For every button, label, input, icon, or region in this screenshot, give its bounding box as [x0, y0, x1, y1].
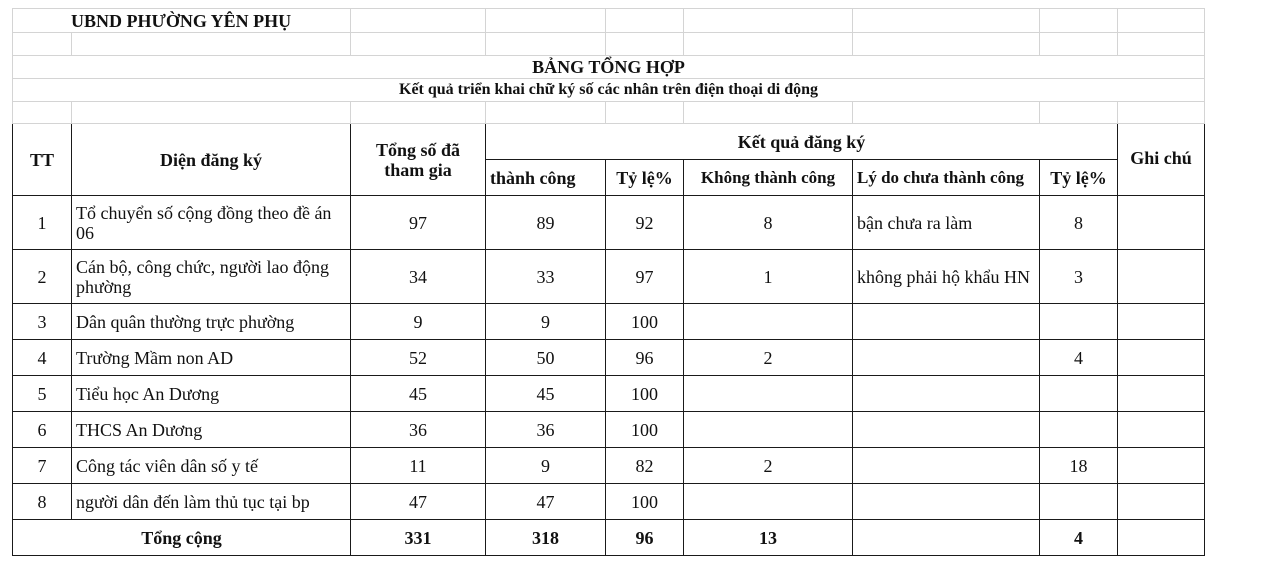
table-row — [13, 412, 1205, 448]
totals-fail: 13 — [684, 520, 853, 556]
totals-note — [1118, 520, 1205, 556]
row-fail: 2 — [684, 340, 853, 376]
row-rate: 100 — [606, 412, 684, 448]
totals-label: Tổng cộng — [13, 520, 351, 556]
row-reason: không phải hộ khẩu HN — [853, 250, 1040, 304]
row-success: 45 — [486, 376, 606, 412]
row-rate: 97 — [606, 250, 684, 304]
row-success: 9 — [486, 448, 606, 484]
row-note — [1118, 196, 1205, 250]
row-name: Trường Mầm non AD — [72, 340, 351, 376]
row-reason — [853, 304, 1040, 340]
table-row — [13, 376, 1205, 412]
row-note — [1118, 340, 1205, 376]
row-note — [1118, 448, 1205, 484]
row-fail-rate: 4 — [1040, 340, 1118, 376]
row-rate: 82 — [606, 448, 684, 484]
row-fail-rate: 18 — [1040, 448, 1118, 484]
row-fail: 2 — [684, 448, 853, 484]
header-ket-qua: Kết quả đăng ký — [486, 124, 1118, 160]
data-rows — [13, 196, 1205, 520]
row-fail — [684, 304, 853, 340]
table-row — [13, 448, 1205, 484]
row-fail-rate — [1040, 304, 1118, 340]
row-rate: 92 — [606, 196, 684, 250]
row-fail-rate: 8 — [1040, 196, 1118, 250]
header-row-1 — [13, 124, 1205, 160]
row-fail: 1 — [684, 250, 853, 304]
row-total: 47 — [351, 484, 486, 520]
table-row — [13, 304, 1205, 340]
header-khong-thanh-cong: Không thành công — [684, 160, 853, 196]
row-tt: 8 — [13, 484, 72, 520]
row-note — [1118, 412, 1205, 448]
row-total: 34 — [351, 250, 486, 304]
row-fail — [684, 484, 853, 520]
org-name: UBND PHƯỜNG YÊN PHỤ — [13, 9, 351, 33]
row-fail-rate — [1040, 376, 1118, 412]
row-total: 36 — [351, 412, 486, 448]
table-row — [13, 484, 1205, 520]
row-success: 33 — [486, 250, 606, 304]
row-reason — [853, 376, 1040, 412]
row-tt: 1 — [13, 196, 72, 250]
row-note — [1118, 304, 1205, 340]
header-dien-dang-ky: Diện đăng ký — [72, 124, 351, 196]
row-tt: 3 — [13, 304, 72, 340]
row-success: 36 — [486, 412, 606, 448]
row-name: Công tác viên dân số y tế — [72, 448, 351, 484]
header-tong-so: Tổng số đã tham gia — [351, 124, 486, 196]
row-tt: 7 — [13, 448, 72, 484]
row-name: THCS An Dương — [72, 412, 351, 448]
totals-success: 318 — [486, 520, 606, 556]
row-fail — [684, 376, 853, 412]
summary-spreadsheet — [12, 8, 1205, 556]
row-reason — [853, 340, 1040, 376]
table-row — [13, 340, 1205, 376]
row-note — [1118, 376, 1205, 412]
row-name: Dân quân thường trực phường — [72, 304, 351, 340]
org-row — [13, 9, 1205, 33]
row-name: người dân đến làm thủ tục tại bp — [72, 484, 351, 520]
header-ty-le-2: Tỷ lệ% — [1040, 160, 1118, 196]
row-success: 47 — [486, 484, 606, 520]
row-tt: 2 — [13, 250, 72, 304]
report-subtitle: Kết quả triển khai chữ ký số các nhân trên điện thoại di động — [13, 79, 1205, 102]
totals-row — [13, 520, 1205, 556]
header-ly-do: Lý do chưa thành công — [853, 160, 1040, 196]
row-reason — [853, 412, 1040, 448]
row-note — [1118, 484, 1205, 520]
row-total: 45 — [351, 376, 486, 412]
row-reason — [853, 484, 1040, 520]
row-fail-rate — [1040, 412, 1118, 448]
row-rate: 100 — [606, 376, 684, 412]
row-reason — [853, 448, 1040, 484]
header-tt: TT — [13, 124, 72, 196]
totals-total: 331 — [351, 520, 486, 556]
row-total: 52 — [351, 340, 486, 376]
row-total: 97 — [351, 196, 486, 250]
row-fail-rate — [1040, 484, 1118, 520]
row-fail: 8 — [684, 196, 853, 250]
report-title: BẢNG TỔNG HỢP — [13, 56, 1205, 79]
totals-fail-rate: 4 — [1040, 520, 1118, 556]
header-ty-le-1: Tỷ lệ% — [606, 160, 684, 196]
header-ghi-chu: Ghi chú — [1118, 124, 1205, 196]
row-tt: 6 — [13, 412, 72, 448]
row-success: 50 — [486, 340, 606, 376]
row-success: 89 — [486, 196, 606, 250]
row-reason: bận chưa ra làm — [853, 196, 1040, 250]
totals-rate: 96 — [606, 520, 684, 556]
table-row — [13, 196, 1205, 250]
header-thanh-cong: thành công — [486, 160, 606, 196]
row-total: 9 — [351, 304, 486, 340]
table-row — [13, 250, 1205, 304]
row-total: 11 — [351, 448, 486, 484]
totals-reason — [853, 520, 1040, 556]
row-note — [1118, 250, 1205, 304]
row-rate: 100 — [606, 484, 684, 520]
row-rate: 100 — [606, 304, 684, 340]
row-rate: 96 — [606, 340, 684, 376]
row-fail-rate: 3 — [1040, 250, 1118, 304]
row-name: Cán bộ, công chức, người lao động phường — [72, 250, 351, 304]
row-tt: 5 — [13, 376, 72, 412]
row-tt: 4 — [13, 340, 72, 376]
row-name: Tổ chuyển số cộng đồng theo đề án 06 — [72, 196, 351, 250]
row-success: 9 — [486, 304, 606, 340]
row-fail — [684, 412, 853, 448]
row-name: Tiểu học An Dương — [72, 376, 351, 412]
